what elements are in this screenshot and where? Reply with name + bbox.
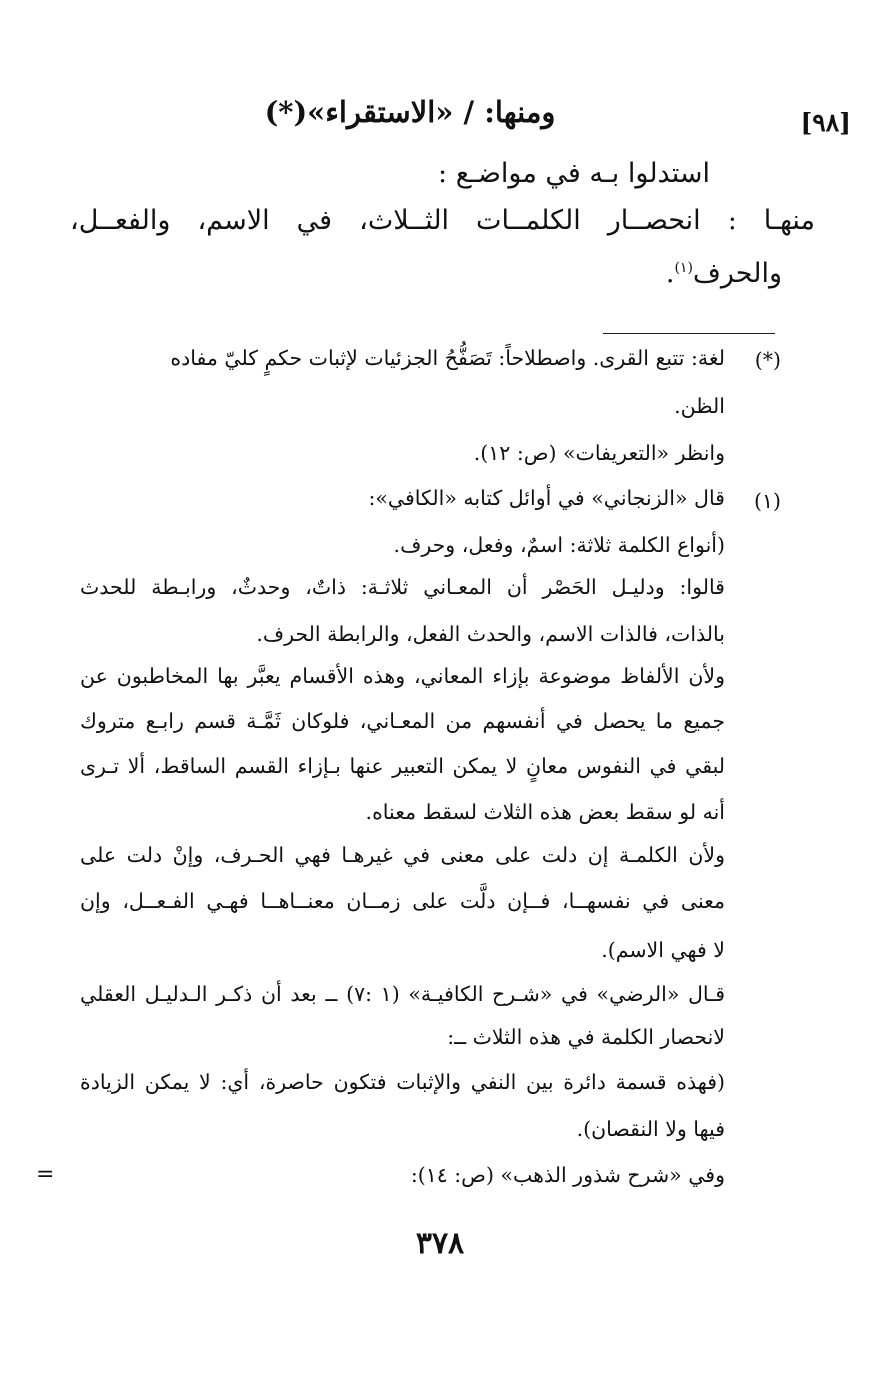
footnote-1-line: وفي «شرح شذور الذهب» (ص: ١٤):: [410, 1163, 725, 1187]
main-text-line-1: استدلوا بـه في مواضـع :: [438, 158, 710, 189]
footnote-1-line: لا فهي الاسم).: [601, 938, 725, 962]
footnote-1-line: أنه لو سقط بعض هذه الثلاث لسقط معناه.: [365, 800, 725, 824]
main-text-line-3-text: والحرف: [692, 258, 782, 289]
continuation-mark: =: [36, 1162, 55, 1187]
footnote-1-line: فيها ولا النقصان).: [576, 1117, 725, 1141]
main-text-line-3-end: .: [665, 258, 675, 289]
footnote-1-line: قـال «الرضي» في «شـرح الكافيـة» (١ :٧) ــ بعد أن ذكـر الـدليـل العقلي: [80, 982, 725, 1006]
page-marker: [٩٨]: [800, 108, 851, 137]
page-number: ٣٧٨: [415, 1226, 465, 1261]
footnote-ref-1: (١): [674, 260, 693, 276]
footnote-1-line: بالذات، فالذات الاسم، والحدث الفعل، والرابطة الحرف.: [256, 622, 725, 646]
footnote-1-line: قالوا: ودليـل الحَصْر أن المعـاني ثلاثـة: ذاتٌ، وحدثٌ، ورابـطة للحدث: [80, 575, 725, 599]
footnote-1-marker: (١): [753, 489, 781, 513]
main-text-line-2: منهـا : انحصــار الكلمــات الثــلاث، في الاسم، والفعــل،: [70, 205, 815, 236]
footnote-1-line: ولأن الألفاظ موضوعة بإزاء المعاني، وهذه الأقسام يعبَّر بها المخاطبون عن: [80, 664, 725, 688]
footnote-1-line: معنى في نفسهــا، فــإن دلَّت على زمــان معنــاهــا فهـي الفـعــل، وإن: [80, 889, 725, 913]
footnote-1-line: ولأن الكلمـة إن دلت على معنى في غيرهـا فهي الحـرف، وإنْ دلت على: [80, 843, 725, 867]
footnote-star-line-3: وانظر «التعريفات» (ص: ١٢).: [473, 441, 725, 465]
footnote-star-line-2: الظن.: [674, 394, 725, 418]
footnote-1-line: لبقي في النفوس معانٍ لا يمكن التعبير عنها بـإزاء القسم الساقط، ألا تـرى: [80, 754, 725, 778]
footnote-star-line-1: لغة: تتبع القرى. واصطلاحاً: تَصَفُّحُ الجزئيات لإثبات حكمٍ كليّ مفاده: [170, 346, 725, 370]
footnote-1-line: لانحصار الكلمة في هذه الثلاث ــ:: [447, 1025, 725, 1049]
section-heading: ومنها: / «الاستقراء»(*): [264, 95, 556, 129]
footnote-star-marker: (*): [754, 348, 781, 372]
footnote-1-line: قال «الزنجاني» في أوائل كتابه «الكافي»:: [368, 486, 725, 510]
footnote-1-line: جميع ما يحصل في أنفسهم من المعـاني، فلوكان ثَمَّـة قسم رابـع متروك: [80, 709, 725, 733]
footnote-separator: [603, 333, 775, 334]
footnote-1-line: (أنواع الكلمة ثلاثة: اسمٌ، وفعل، وحرف.: [393, 533, 725, 557]
footnote-1-line: (فهذه قسمة دائرة بين النفي والإثبات فتكون حاصرة، أي: لا يمكن الزيادة: [80, 1070, 725, 1094]
main-text-line-3: [666, 258, 782, 289]
